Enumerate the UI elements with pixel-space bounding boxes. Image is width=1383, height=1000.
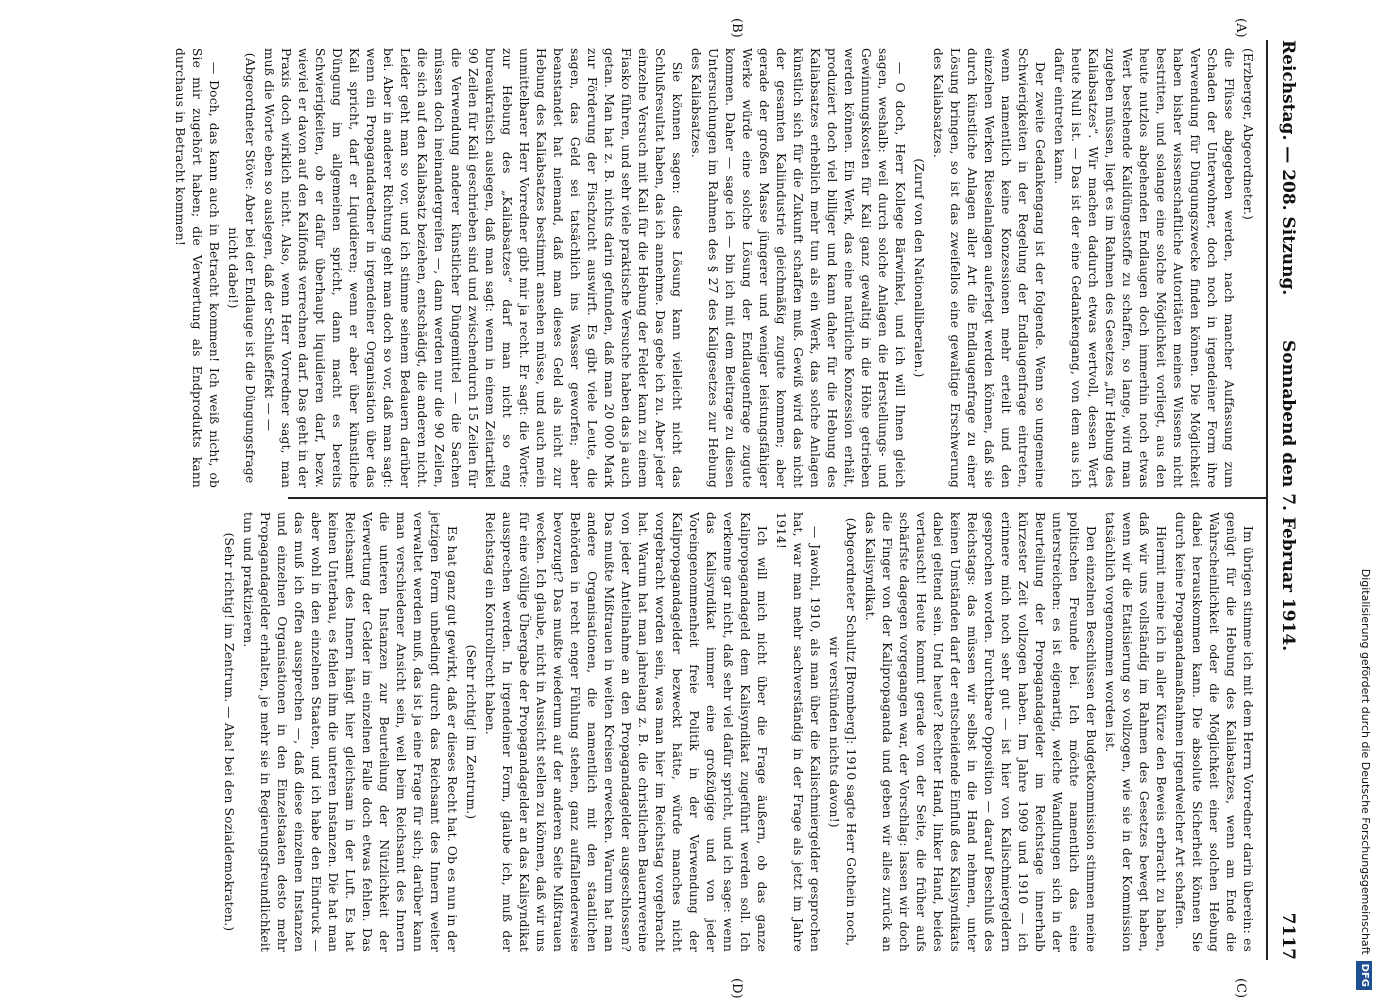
paragraph: die Flüsse abgegeben werden, nach mancher Auffassung zum Schaden der Unterwohner, doch noch in irgendeiner Form ihre Verwendung für Düngungszwecke finden können. Die Möglichkeit haben bisher wissenschaftliche Autoritäten meines Wissens nicht bestritten, und solange eine solche Möglichkeit vorliegt, aus den heute nutzlos abgehenden Endlaugen doch immerhin noch etwas Wert bestehende Kalidüngestoffe zu schaffen, so lange, wird man zugeben müssen, liegt es im Rahmen des Gesetzes „für Hebung des Kaliabsatzes“. Wir machen dadurch etwas wertvoll, dessen Wert heute Null ist. — Das ist der eine Gedankengang, von dem aus ich dafür eintreten kann. bbox=[1052, 48, 1236, 488]
right-column bbox=[222, 512, 1256, 952]
margin-marker-c: (C) bbox=[1233, 978, 1248, 999]
rotated-page bbox=[20, 0, 1330, 1000]
left-column bbox=[173, 48, 1256, 488]
digitization-credit bbox=[1354, 10, 1376, 990]
paragraph: Im übrigen stimme ich mit dem Herrn Vorredner darin überein: es genügt für die Hebung des Kaliabsatzes, wenn am Ende die Wahrscheinlichkeit oder die Möglichkeit einer solchen Hebung dabei herauskommen kann. Die absolute Sicherheit können Sie durch keine Propagandamaßnahmen irgendwelcher Art schaffen. bbox=[1173, 512, 1255, 952]
dfg-logo: DFG bbox=[1356, 961, 1372, 990]
paragraph: Den einzelnen Beschlüssen der Budgetkommission stimmen meine politischen Freunde bei. Ich möchte namentlich das eine unterstreichen: es ist eigenartig, welche Wandlungen sich in der Beurteilung der Propagandagelder im Reichstage innerhalb kürzester Zeit vollzogen haben. Im Jahre 1909 und 1910 — ich erinnere mich noch sehr gut — ist hier von Kalischmiergeldern gesprochen worden. Furchtbare Opposition — darauf Beschluß des Reichstags: das müssen wir selbst in die Hand nehmen, unter keinen Umständen darf der entscheidende Einfluß des Kalisyndikats dabei geltend sein. Und heute? Rechter Hand, linker Hand, beides vertauscht! Heute kommt gerade von der Seite, die früher aufs schärfste dagegen vorgegangen war, der Vorschlag: lassen wir doch die Finger von der Kalipropaganda und geben wir alles zurück an das Kalisyndikat. bbox=[863, 512, 1098, 952]
page-number: 7117 bbox=[1278, 912, 1298, 960]
interjection: (Abgeordneter Schultz [Bromberg]: 1910 sagte Herr Gothein noch, wir verstünden nichts davon!) bbox=[827, 517, 858, 947]
interjection: (Sehr richtig! im Zentrum.) bbox=[464, 644, 478, 820]
paragraph: Ich will mich nicht über die Frage äußern, ob das ganze Kalipropagandageld dem Kalisyndikat zugeführt werden soll. Ich verkenne gar nicht, daß sehr viel dafür spricht, und ich sage: wenn das Kalisyndikat immer eine großzügige und von jeder Voreingenommenheit freie Politik in der Verwendung der Kalipropagandagelder bezweckt hätte, würde manches nicht vorgebracht worden sein, was man hier im Reichstag vorgebracht hat. Warum hat man jahrelang z. B. die christlichen Bauernvereine von jeder Anteilnahme an den Propagandagelder ausgeschlossen? Das mußte Mißtrauen in weiten Kreisen erwecken. Warum hat man andere Organisationen, die namentlich mit den staatlichen Behörden in recht enger Fühlung stehen, ganz auffallenderweise bevorzugt? Das mußte wiederum auf der anderen Seite Mißtrauen wecken. Ich glaube, nicht in Aussicht stellen zu können, daß wir uns für eine völlige Übergabe der Propagandagelder an das Kalisyndikat aussprechen werden. In irgendeiner Form, glaube ich, muß der Reichstag ein Kontrollrecht haben. bbox=[483, 512, 769, 952]
paragraph: Es hat ganz gut gewirkt, daß er dieses Recht hat. Ob es nun in der jetzigen Form unbedingt durch das Reichsamt des Innern weiter verwaltet werden muß, das ist ja eine Frage für sich; darüber kann man verschiedener Ansicht sein, weil beim Reichsamt des Innern die unteren Instanzen zur Beurteilung der Nützlichkeit der Verwertung der Gelder im einzelnen Falle doch etwas fehlen. Das Reichsamt des Innern hängt hier gleichsam in der Luft. Es hat keinen Unterbau, es fehlen ihm die unteren Instanzen. Die hat man aber wohl in den einzelnen Staaten, und ich habe den Eindruck — das muß ich offen aussprechen —, daß diese einzelnen Instanzen und einzelnen Organisationen in den Einzelstaaten desto mehr Propagandagelder erhalten, je mehr sie in Regierungsfreundlichkeit tun und praktizieren. bbox=[241, 512, 459, 952]
header-left: Reichstag. — 208. Sitzung. bbox=[1278, 40, 1298, 296]
paragraph: — O doch, Herr Kollege Bärwinkel, und ich will Ihnen gleich sagen, weshalb: weil durch solche Anlagen die Herstellungs- und Gewinnungskosten für Kali ganz gewaltig in die Höhe getrieben werden können. Ein Werk, das eine natürliche Konzession erhält, produziert doch viel billiger und kann daher für die Hebung des Kaliabsatzes erheblich mehr tun als ein Werk, das solche Anlagen künstlich sich für die Zukunft schaffen muß. Gewiß wird das nicht der gesamten Kaliindustrie gleichmäßig zugute kommen; aber gerade der großen Masse jüngerer und weniger leistungsfähiger Werke würde eine solche Lösung der Endlaugenfrage zugute kommen. Daher — sage ich — bin ich mit dem Beitrage zu diesen Untersuchungen im Rahmen des § 27 des Kaligesetzes zur Hebung des Kaliabsatzes. bbox=[689, 48, 907, 488]
speaker-label: (Erzberger, Abgeordneter.) bbox=[1241, 48, 1255, 221]
margin-marker-b: (B) bbox=[729, 18, 744, 38]
paragraph: — Doch, das kann auch in Betracht kommen! Ich weiß nicht, ob Sie mir zugehört haben; die Verwertung als Endprodukts kann durchaus in Betracht kommen! bbox=[173, 48, 221, 488]
header-center: Sonnabend den 7. Februar 1914. bbox=[1278, 340, 1298, 652]
header-rule bbox=[1266, 40, 1268, 960]
paragraph: — Jawohl, 1910, als man über die Kalischmiergelder gesprochen hat, war man mehr sachverständig in der Frage als jetzt im Jahre 1914! bbox=[774, 512, 822, 952]
paragraph: Hiermit meine ich in aller Kürze den Beweis erbracht zu haben, daß wir uns vollständig im Rahmen des Gesetzes bewegt haben, wenn wir die Etatisierung so vollzogen, wie sie in der Kommission tatsächlich vorgenommen worden ist. bbox=[1103, 512, 1168, 952]
interjection: (Zuruf von den Nationalliberalen.) bbox=[912, 158, 926, 378]
credit-text: Digitalisierung gefördert durch die Deutsche Forschungsgemeinschaft bbox=[1359, 568, 1372, 955]
interjection: (Sehr richtig! im Zentrum. — Aha! bei den Sozialdemokraten.) bbox=[222, 532, 236, 932]
margin-marker-a: (A) bbox=[1233, 18, 1248, 38]
paragraph: Sie können sagen: diese Lösung kann vielleicht nicht das Schlußresultat haben, das ich annehme. Das gebe ich zu. Aber jeder einzelne Versuch mit Kali für die Hebung der Felder kann zu einem Fiasko führen, und sehr viele praktische Versuche haben das ja auch getan. Man hat z. B. nichts darin gefunden, daß man 20 000 Mark zur Förderung der Fischzucht auswirft. Es gibt viele Leute, die sagen, das Geld sei tatsächlich ins Wasser geworfen; aber beanstandet hat niemand, daß man dieses Geld als nicht zur Hebung des Kaliabsatzes bestimmt ansehen müsse, und auch mein unmittelbarer Herr Vorredner gibt mir ja recht. Er sagt: die Worte: zur Hebung des „Kaliabsatzes“ darf man nicht so eng bureaukratisch auslegen, daß man sagt: wenn in einem Zeitartikel 90 Zeilen für Kali geschrieben sind und zwischendurch 15 Zeilen für die Verwendung anderer künstlicher Düngemittel — die Sachen müssen doch ineinandergreifen —, dann werden nur die 90 Zeilen, die sich auf den Kaliabsatz beziehen, entschädigt, die anderen nicht. Leider geht man so vor, und ich stimme seinem Bedauern darüber bei. Aber in anderer Richtung geht man doch so vor, daß man sagt: wenn ein Propagandaredner in irgendeiner Organisation über das Kali spricht, darf er Liquidieren; wenn er aber über künstliche Düngung im allgemeinen spricht, dann macht es bereits Schwierigkeiten, ob er dafür überhaupt liquidieren darf, bezw. wieviel er davon auf den Kalifonds verrechnen darf. Das geht in der Praxis doch wirklich nicht. Also, wenn Herr Vorredner sagt, man muß die Worte eben so auslegen, daß der Schlußeffekt — — bbox=[262, 48, 684, 488]
paragraph: Der zweite Gedankengang ist der folgende. Wenn so ungemeine Schwierigkeiten in der Regelung der Endlaugenfrage eintreten, wenn namentlich keine Konzessionen mehr erteilt und den einzelnen Werken Rieselanlagen auferlegt werden können, daß sie durch künstliche Anlagen aller Art die Endlaugenfrage zu einer Lösung bringen, so ist das zweifellos eine gewaltige Erschwerung des Kaliabsatzes. bbox=[931, 48, 1047, 488]
interjection: (Abgeordneter Stöve: Aber bei der Endlauge ist die Düngungsfrage nicht dabei!) bbox=[226, 52, 257, 484]
page-header bbox=[1274, 40, 1304, 960]
column-divider bbox=[288, 497, 1268, 499]
margin-marker-d: (D) bbox=[729, 978, 744, 999]
